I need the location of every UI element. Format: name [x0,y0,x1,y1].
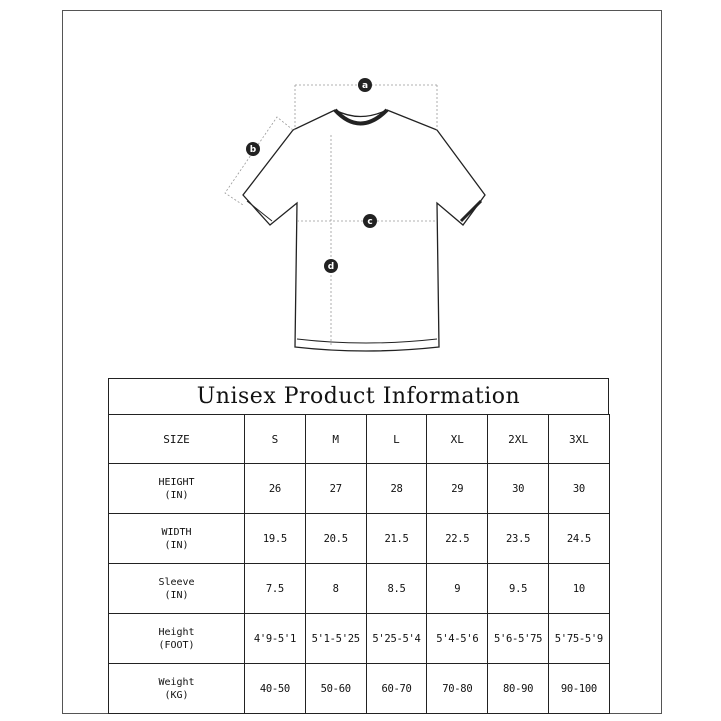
table-cell: 90-100 [548,664,609,714]
size-chart-title: Unisex Product Information [108,378,609,414]
marker-a [358,78,372,92]
row-label-line1: Height [158,626,195,638]
table-cell: 9.5 [488,564,549,614]
header-label: SIZE [109,415,245,464]
table-row [109,514,610,564]
table-row [109,464,610,514]
table-cell: 19.5 [245,514,306,564]
table-cell: 8 [305,564,366,614]
size-3xl: 3XL [548,415,609,464]
row-label-line1: WIDTH [161,526,192,538]
table-cell: 5'4-5'6 [427,614,488,664]
table-cell: 24.5 [548,514,609,564]
table-cell: 5'6-5'75 [488,614,549,664]
table-cell: 70-80 [427,664,488,714]
row-label-line1: Sleeve [158,576,195,588]
row-label [109,514,245,564]
table-cell: 27 [305,464,366,514]
row-label-line1: Weight [158,676,195,688]
tshirt-measurement-diagram [215,75,505,365]
table-cell: 30 [548,464,609,514]
svg-text:d: d [327,262,335,272]
row-label [109,664,245,714]
table-cell: 7.5 [245,564,306,614]
size-header-row [109,415,610,464]
size-xl: XL [427,415,488,464]
marker-c [363,214,377,228]
size-2xl: 2XL [488,415,549,464]
size-m: M [305,415,366,464]
size-s: S [245,415,306,464]
row-label-line2: (IN) [164,489,189,501]
table-row [109,664,610,714]
tshirt-outline [215,75,505,365]
row-label-line2: (IN) [164,539,189,551]
row-label-line2: (KG) [164,689,189,701]
table-cell: 22.5 [427,514,488,564]
table-cell: 8.5 [366,564,427,614]
tshirt-body [243,110,485,351]
marker-b [246,142,260,156]
row-label-line2: (FOOT) [158,639,195,651]
table-cell: 60-70 [366,664,427,714]
table-cell: 10 [548,564,609,614]
table-cell: 4'9-5'1 [245,614,306,664]
row-label [109,564,245,614]
row-label [109,464,245,514]
row-label-line2: (IN) [164,589,189,601]
table-cell: 30 [488,464,549,514]
table-cell: 9 [427,564,488,614]
table-cell: 23.5 [488,514,549,564]
table-row [109,564,610,614]
size-l: L [366,415,427,464]
table-cell: 26 [245,464,306,514]
table-cell: 20.5 [305,514,366,564]
svg-text:c: c [367,217,373,227]
marker-d [324,259,338,273]
table-cell: 40-50 [245,664,306,714]
row-label-line1: HEIGHT [158,476,195,488]
table-cell: 21.5 [366,514,427,564]
svg-text:b: b [249,145,257,155]
table-cell: 80-90 [488,664,549,714]
table-cell: 50-60 [305,664,366,714]
size-table [108,414,610,714]
table-row [109,614,610,664]
table-cell: 29 [427,464,488,514]
row-label [109,614,245,664]
table-cell: 28 [366,464,427,514]
table-cell: 5'75-5'9 [548,614,609,664]
svg-text:a: a [361,81,369,91]
table-cell: 5'1-5'25 [305,614,366,664]
size-chart [108,378,609,714]
table-cell: 5'25-5'4 [366,614,427,664]
